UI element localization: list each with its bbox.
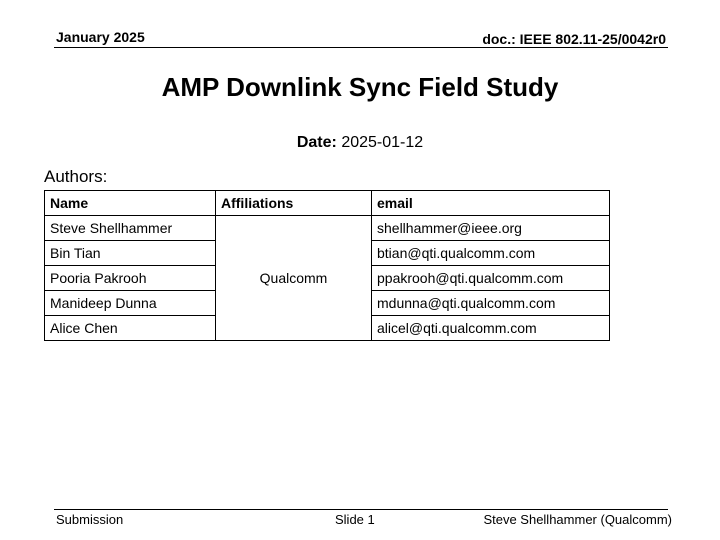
author-email: mdunna@qti.qualcomm.com [372, 291, 610, 316]
authors-label: Authors: [44, 167, 108, 186]
footer-submission: Submission [56, 512, 124, 527]
footer-slide-number: Slide 1 [335, 512, 375, 527]
column-header-name: Name [45, 191, 216, 216]
header-date: January 2025 [56, 29, 145, 45]
column-header-email: email [372, 191, 610, 216]
author-name: Manideep Dunna [45, 291, 216, 316]
slide-title: AMP Downlink Sync Field Study [161, 72, 559, 102]
author-email: ppakrooh@qti.qualcomm.com [372, 266, 610, 291]
footer-divider [54, 509, 668, 510]
author-email: alicel@qti.qualcomm.com [372, 316, 610, 341]
author-name: Alice Chen [45, 316, 216, 341]
author-name: Bin Tian [45, 241, 216, 266]
author-name: Steve Shellhammer [45, 216, 216, 241]
author-email: shellhammer@ieee.org [372, 216, 610, 241]
author-affiliation: Qualcomm [216, 216, 372, 341]
table-header-row [45, 191, 610, 216]
date-value: 2025-01-12 [341, 134, 424, 151]
author-name: Pooria Pakrooh [45, 266, 216, 291]
date-label: Date: [296, 134, 337, 151]
author-email: btian@qti.qualcomm.com [372, 241, 610, 266]
table-row [45, 216, 610, 241]
date-line [0, 134, 720, 152]
authors-table [44, 190, 610, 341]
header-divider [54, 47, 668, 48]
footer-author: Steve Shellhammer (Qualcomm) [483, 512, 672, 527]
column-header-affiliations: Affiliations [216, 191, 372, 216]
header-doc-id: doc.: IEEE 802.11-25/0042r0 [482, 31, 666, 47]
